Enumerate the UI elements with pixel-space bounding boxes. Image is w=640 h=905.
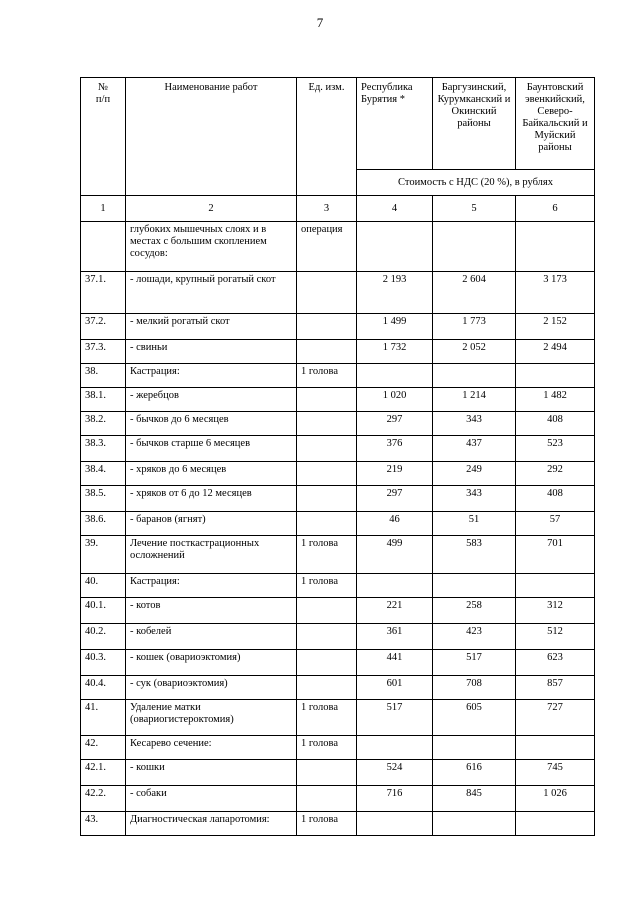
value-baunt: 2 494	[516, 340, 595, 364]
value-barg: 423	[433, 624, 516, 650]
col-number: 5	[433, 196, 516, 222]
row-unit	[297, 388, 357, 412]
table-row	[81, 222, 595, 272]
header-num: № п/п	[81, 78, 126, 196]
row-unit: 1 голова	[297, 536, 357, 574]
value-barg: 845	[433, 786, 516, 812]
row-number: 38.1.	[81, 388, 126, 412]
value-baunt	[516, 222, 595, 272]
value-barg: 708	[433, 676, 516, 700]
row-name: - свиньи	[126, 340, 297, 364]
row-name: глубоких мышечных слоях и в местах с большим скоплением сосудов:	[126, 222, 297, 272]
row-unit	[297, 760, 357, 786]
row-name: Лечение посткастрационных осложнений	[126, 536, 297, 574]
row-number: 37.2.	[81, 314, 126, 340]
value-baunt: 3 173	[516, 272, 595, 314]
row-name: Кесарево сечение:	[126, 736, 297, 760]
value-rb: 219	[357, 462, 433, 486]
row-name: - хряков от 6 до 12 месяцев	[126, 486, 297, 512]
row-name: - бычков до 6 месяцев	[126, 412, 297, 436]
value-baunt: 701	[516, 536, 595, 574]
value-barg	[433, 736, 516, 760]
row-number: 40.2.	[81, 624, 126, 650]
row-number: 40.3.	[81, 650, 126, 676]
table-row	[81, 512, 595, 536]
table-row	[81, 650, 595, 676]
value-baunt: 745	[516, 760, 595, 786]
header-cost-label: Стоимость с НДС (20 %), в рублях	[357, 170, 595, 196]
row-unit	[297, 486, 357, 512]
row-name: - мелкий рогатый скот	[126, 314, 297, 340]
row-unit: операция	[297, 222, 357, 272]
row-unit	[297, 512, 357, 536]
table-row	[81, 436, 595, 462]
value-rb: 499	[357, 536, 433, 574]
row-unit	[297, 650, 357, 676]
value-baunt: 1 482	[516, 388, 595, 412]
value-baunt: 312	[516, 598, 595, 624]
row-unit: 1 голова	[297, 574, 357, 598]
row-number: 39.	[81, 536, 126, 574]
value-rb: 2 193	[357, 272, 433, 314]
row-unit	[297, 436, 357, 462]
row-unit	[297, 786, 357, 812]
row-name: - хряков до 6 месяцев	[126, 462, 297, 486]
row-number: 43.	[81, 812, 126, 836]
table-row	[81, 462, 595, 486]
value-baunt: 408	[516, 486, 595, 512]
table-row	[81, 700, 595, 736]
value-barg	[433, 812, 516, 836]
header-name: Наименование работ	[126, 78, 297, 196]
col-number: 2	[126, 196, 297, 222]
row-number: 38.5.	[81, 486, 126, 512]
value-baunt: 292	[516, 462, 595, 486]
value-barg: 605	[433, 700, 516, 736]
row-name: - бычков старше 6 месяцев	[126, 436, 297, 462]
value-barg: 343	[433, 412, 516, 436]
col-number: 3	[297, 196, 357, 222]
header-col-baunt: Баунтовский эвенкийский, Северо-Байкальский и Муйский районы	[516, 78, 595, 170]
value-baunt: 512	[516, 624, 595, 650]
table-row	[81, 812, 595, 836]
row-number: 40.	[81, 574, 126, 598]
page-number: 7	[316, 15, 324, 30]
col-number: 6	[516, 196, 595, 222]
value-barg	[433, 364, 516, 388]
row-unit	[297, 412, 357, 436]
value-rb: 716	[357, 786, 433, 812]
price-table	[80, 77, 595, 836]
table-row	[81, 412, 595, 436]
row-unit: 1 голова	[297, 812, 357, 836]
value-barg: 517	[433, 650, 516, 676]
row-number: 40.1.	[81, 598, 126, 624]
row-name: Диагностическая лапаротомия:	[126, 812, 297, 836]
value-baunt	[516, 574, 595, 598]
table-row	[81, 574, 595, 598]
row-number: 38.3.	[81, 436, 126, 462]
value-barg: 249	[433, 462, 516, 486]
value-rb: 1 499	[357, 314, 433, 340]
row-unit	[297, 598, 357, 624]
header-unit: Ед. изм.	[297, 78, 357, 196]
value-barg: 51	[433, 512, 516, 536]
value-baunt: 857	[516, 676, 595, 700]
value-baunt: 727	[516, 700, 595, 736]
value-rb: 376	[357, 436, 433, 462]
value-baunt: 2 152	[516, 314, 595, 340]
row-name: Удаление матки (овариогистероктомия)	[126, 700, 297, 736]
row-number: 37.1.	[81, 272, 126, 314]
header-col-barg: Баргузинский, Курумканский и Окинский районы	[433, 78, 516, 170]
row-unit	[297, 624, 357, 650]
value-rb: 441	[357, 650, 433, 676]
value-barg: 437	[433, 436, 516, 462]
row-number: 42.1.	[81, 760, 126, 786]
value-rb: 46	[357, 512, 433, 536]
value-rb	[357, 812, 433, 836]
value-rb: 524	[357, 760, 433, 786]
value-barg: 1 214	[433, 388, 516, 412]
row-number: 38.4.	[81, 462, 126, 486]
row-name: - кошек (овариоэктомия)	[126, 650, 297, 676]
row-name: - кобелей	[126, 624, 297, 650]
row-number: 41.	[81, 700, 126, 736]
value-rb: 517	[357, 700, 433, 736]
value-rb: 297	[357, 486, 433, 512]
value-rb: 221	[357, 598, 433, 624]
row-unit: 1 голова	[297, 700, 357, 736]
value-barg: 616	[433, 760, 516, 786]
value-rb: 601	[357, 676, 433, 700]
value-barg	[433, 574, 516, 598]
table-row	[81, 624, 595, 650]
table-row	[81, 676, 595, 700]
row-unit: 1 голова	[297, 736, 357, 760]
header-row	[81, 78, 595, 170]
row-unit: 1 голова	[297, 364, 357, 388]
row-name: - сук (овариоэктомия)	[126, 676, 297, 700]
row-name: - баранов (ягнят)	[126, 512, 297, 536]
value-barg: 583	[433, 536, 516, 574]
row-number: 38.2.	[81, 412, 126, 436]
row-unit	[297, 676, 357, 700]
value-rb	[357, 364, 433, 388]
row-name: - кошки	[126, 760, 297, 786]
row-name: - котов	[126, 598, 297, 624]
row-name: Кастрация:	[126, 574, 297, 598]
column-numbers-row	[81, 196, 595, 222]
value-rb	[357, 736, 433, 760]
value-barg: 343	[433, 486, 516, 512]
value-rb: 1 020	[357, 388, 433, 412]
value-barg: 258	[433, 598, 516, 624]
table-row	[81, 388, 595, 412]
row-name: - лошади, крупный рогатый скот	[126, 272, 297, 314]
value-baunt: 1 026	[516, 786, 595, 812]
row-name: - собаки	[126, 786, 297, 812]
value-baunt: 408	[516, 412, 595, 436]
value-rb: 361	[357, 624, 433, 650]
row-number	[81, 222, 126, 272]
row-unit	[297, 340, 357, 364]
table-row	[81, 364, 595, 388]
table-row	[81, 736, 595, 760]
value-rb	[357, 574, 433, 598]
value-barg: 2 052	[433, 340, 516, 364]
table-row	[81, 486, 595, 512]
table-row	[81, 314, 595, 340]
table-row	[81, 598, 595, 624]
value-barg: 2 604	[433, 272, 516, 314]
row-unit	[297, 314, 357, 340]
table-row	[81, 786, 595, 812]
row-number: 42.	[81, 736, 126, 760]
table-row	[81, 272, 595, 314]
table-row	[81, 760, 595, 786]
value-baunt: 523	[516, 436, 595, 462]
row-number: 38.	[81, 364, 126, 388]
value-baunt	[516, 736, 595, 760]
row-number: 37.3.	[81, 340, 126, 364]
row-name: - жеребцов	[126, 388, 297, 412]
header-col-rb: Республика Бурятия *	[357, 78, 433, 170]
value-baunt: 623	[516, 650, 595, 676]
value-barg: 1 773	[433, 314, 516, 340]
value-barg	[433, 222, 516, 272]
value-baunt: 57	[516, 512, 595, 536]
value-baunt	[516, 812, 595, 836]
table-row	[81, 536, 595, 574]
row-unit	[297, 462, 357, 486]
col-number: 4	[357, 196, 433, 222]
row-name: Кастрация:	[126, 364, 297, 388]
value-rb: 1 732	[357, 340, 433, 364]
row-number: 38.6.	[81, 512, 126, 536]
col-number: 1	[81, 196, 126, 222]
row-unit	[297, 272, 357, 314]
value-rb: 297	[357, 412, 433, 436]
row-number: 40.4.	[81, 676, 126, 700]
value-baunt	[516, 364, 595, 388]
value-rb	[357, 222, 433, 272]
table-row	[81, 340, 595, 364]
row-number: 42.2.	[81, 786, 126, 812]
